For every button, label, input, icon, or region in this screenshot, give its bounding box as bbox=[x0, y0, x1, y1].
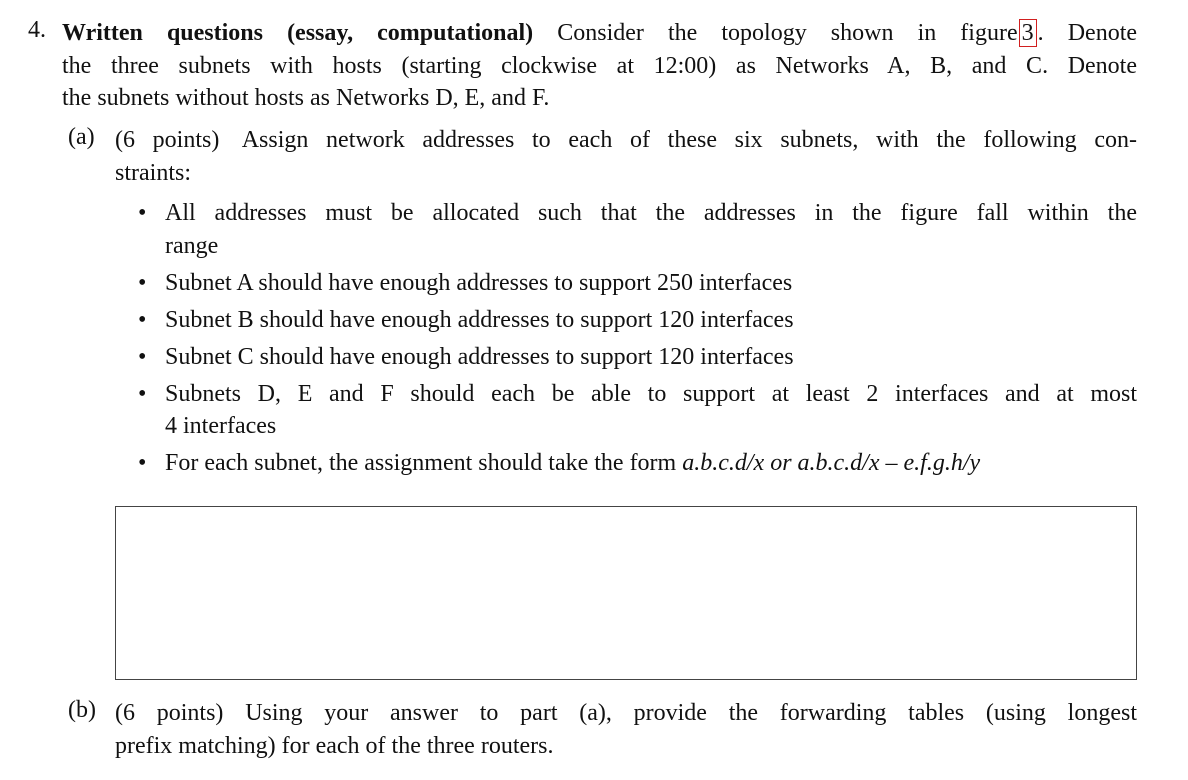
constraint-text: Subnet B should have enough addresses to support 120 interfaces bbox=[165, 306, 794, 333]
question-number: 4. bbox=[28, 17, 46, 43]
question-4-text bbox=[62, 17, 1137, 115]
part-b-label: (b) bbox=[68, 697, 96, 723]
part-b-line-2: prefix matching) for each of the three routers. bbox=[115, 732, 554, 759]
part-b-points: (6 points) bbox=[115, 700, 224, 726]
constraint-text: All addresses must be allocated such that the addresses in the figure fall within the bbox=[165, 200, 1137, 226]
address-form-math: a.b.c.d/x or a.b.c.d/x – e.f.g.h/y bbox=[682, 450, 981, 476]
constraint-text-continued: range bbox=[165, 232, 219, 259]
question-line-2: the three subnets with hosts (starting clockwise at 12:00) as Networks A, B, and C. Denote bbox=[62, 52, 1137, 79]
question-line-3: the subnets without hosts as Networks D, E, and F. bbox=[62, 85, 550, 111]
bullet-icon: • bbox=[138, 343, 147, 370]
bullet-icon: • bbox=[138, 306, 147, 333]
part-a-points: (6 points) bbox=[115, 127, 220, 153]
list-item bbox=[138, 447, 1137, 480]
part-a-line-2: straints: bbox=[115, 159, 191, 186]
list-item bbox=[138, 378, 1137, 443]
part-b-instruction: Using your answer to part (a), provide the forwarding tables (using longest bbox=[245, 700, 1137, 726]
question-line-1 bbox=[62, 17, 1137, 50]
list-item bbox=[138, 197, 1137, 262]
answer-box[interactable] bbox=[115, 506, 1137, 680]
part-b-line-1 bbox=[115, 697, 1137, 730]
part-a-text bbox=[115, 124, 1137, 189]
bullet-icon: • bbox=[138, 269, 147, 296]
part-a-line-1 bbox=[115, 124, 1137, 157]
constraint-text: Subnets D, E and F should each be able to support at least 2 interfaces and at most bbox=[165, 380, 1137, 407]
constraint-text: Subnet C should have enough addresses to support 120 interfaces bbox=[165, 343, 794, 370]
list-item bbox=[138, 341, 1137, 374]
constraint-text bbox=[165, 447, 1137, 480]
figure-reference-link[interactable]: 3 bbox=[1019, 19, 1037, 47]
question-title: Written questions (essay, computational) bbox=[62, 20, 534, 46]
constraints-list bbox=[138, 197, 1137, 484]
list-item bbox=[138, 304, 1137, 337]
constraint-text: Subnet A should have enough addresses to support 250 interfaces bbox=[165, 269, 793, 296]
part-b-text bbox=[115, 697, 1137, 762]
list-item bbox=[138, 267, 1137, 300]
form-instruction: For each subnet, the assignment should take the form bbox=[165, 450, 677, 476]
part-a-instruction: Assign network addresses to each of these six subnets, with the following con- bbox=[241, 127, 1137, 153]
question-intro: Consider the topology shown in figure bbox=[557, 20, 1018, 46]
bullet-icon: • bbox=[138, 380, 147, 407]
question-line-1-end: . Denote bbox=[1037, 20, 1138, 46]
bullet-icon: • bbox=[138, 200, 147, 226]
constraint-text-continued: 4 interfaces bbox=[165, 413, 277, 439]
bullet-icon: • bbox=[138, 450, 147, 476]
part-a-label: (a) bbox=[68, 124, 95, 150]
